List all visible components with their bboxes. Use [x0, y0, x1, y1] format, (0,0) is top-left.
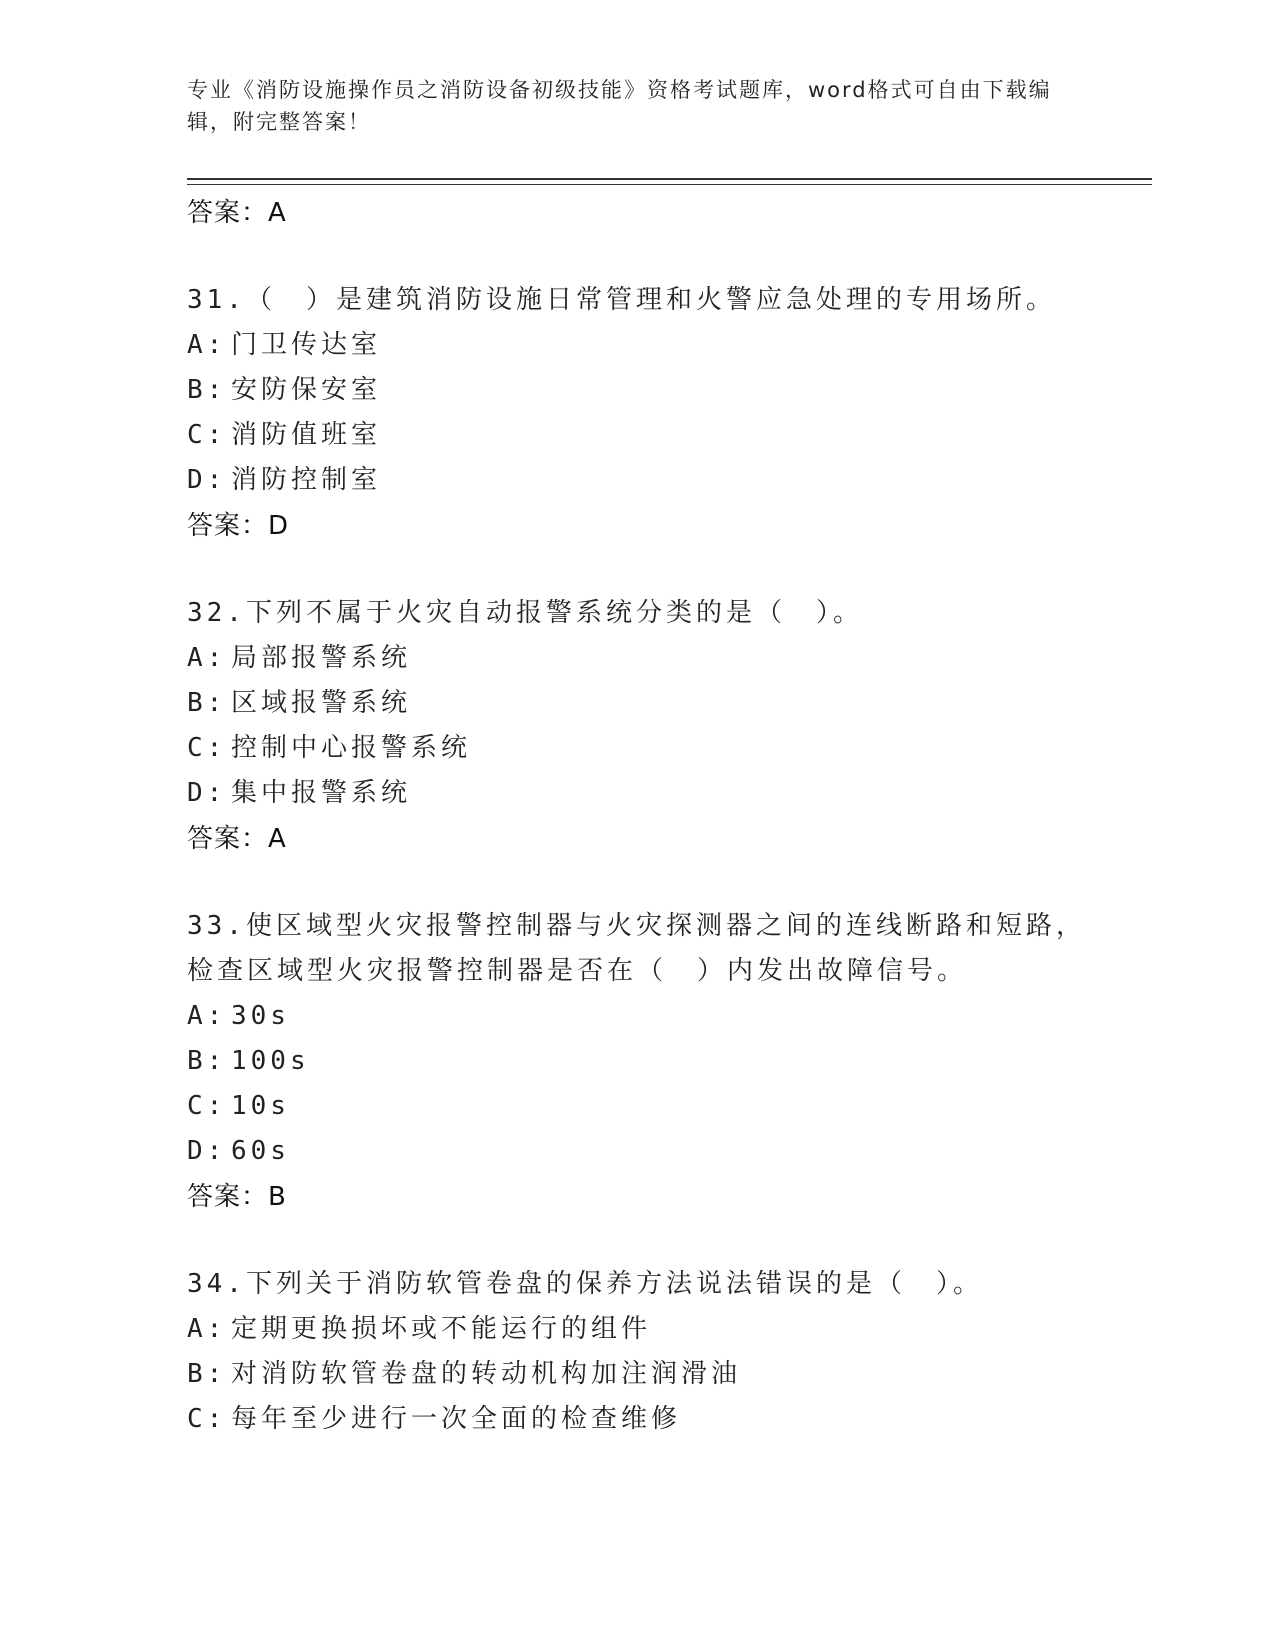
option-key: A:: [187, 1314, 227, 1344]
option-key: D:: [187, 465, 227, 495]
option-value: 30s: [231, 1001, 290, 1031]
option-value: 门卫传达室: [231, 330, 382, 360]
question-text: 32.下列不属于火灾自动报警系统分类的是（ ）。: [187, 598, 863, 628]
answer-line: 答案：A: [187, 198, 287, 228]
option-key: D:: [187, 778, 227, 808]
document-header: 专业《消防设施操作员之消防设备初级技能》资格考试题库，word格式可自由下载编辑，附完整答案！: [187, 78, 1052, 134]
question-32: [187, 591, 1087, 862]
option-d: [187, 458, 1087, 503]
option-value: 10s: [231, 1091, 290, 1121]
header-divider-thin: [187, 184, 1152, 185]
option-value: 消防控制室: [231, 465, 382, 495]
option-key: B:: [187, 1046, 227, 1076]
option-c: [187, 1397, 1087, 1442]
option-key: B:: [187, 375, 227, 405]
option-key: B:: [187, 688, 227, 718]
option-a: [187, 994, 1087, 1039]
answer-line: 答案：B: [187, 1182, 287, 1212]
option-key: C:: [187, 733, 227, 763]
option-key: C:: [187, 1404, 227, 1434]
option-key: A:: [187, 1001, 227, 1031]
option-value: 消防值班室: [231, 420, 382, 450]
option-key: A:: [187, 330, 227, 360]
option-a: [187, 323, 1087, 368]
option-value: 控制中心报警系统: [231, 733, 472, 763]
option-value: 集中报警系统: [231, 778, 412, 808]
answer-line: 答案：A: [187, 824, 287, 854]
answer-line: 答案：D: [187, 511, 290, 541]
option-a: [187, 1307, 1087, 1352]
option-key: C:: [187, 420, 227, 450]
option-key: B:: [187, 1359, 227, 1389]
option-c: [187, 1084, 1087, 1129]
option-value: 区域报警系统: [231, 688, 412, 718]
question-text: 34.下列关于消防软管卷盘的保养方法说法错误的是（ ）。: [187, 1269, 983, 1299]
header-divider-thick: [187, 178, 1152, 180]
option-value: 100s: [231, 1046, 310, 1076]
option-b: [187, 1352, 1087, 1397]
option-key: A:: [187, 643, 227, 673]
option-value: 局部报警系统: [231, 643, 412, 673]
question-34: [187, 1262, 1087, 1442]
option-b: [187, 681, 1087, 726]
option-key: D:: [187, 1136, 227, 1166]
option-d: [187, 771, 1087, 816]
option-a: [187, 636, 1087, 681]
document-body: [187, 190, 1087, 1442]
option-value: 定期更换损坏或不能运行的组件: [231, 1314, 652, 1344]
question-33: [187, 904, 1087, 1220]
option-c: [187, 413, 1087, 458]
option-value: 每年至少进行一次全面的检查维修: [231, 1404, 682, 1434]
option-value: 安防保安室: [231, 375, 382, 405]
option-d: [187, 1129, 1087, 1174]
option-b: [187, 368, 1087, 413]
option-key: C:: [187, 1091, 227, 1121]
question-text: 31.（ ）是建筑消防设施日常管理和火警应急处理的专用场所。: [187, 285, 1056, 315]
option-value: 对消防软管卷盘的转动机构加注润滑油: [231, 1359, 742, 1389]
question-text: 33.使区域型火灾报警控制器与火灾探测器之间的连线断路和短路，检查区域型火灾报警控制器是否在（ ）内发出故障信号。: [187, 911, 1086, 986]
option-b: [187, 1039, 1087, 1084]
option-c: [187, 726, 1087, 771]
option-value: 60s: [231, 1136, 290, 1166]
question-31: [187, 278, 1087, 549]
